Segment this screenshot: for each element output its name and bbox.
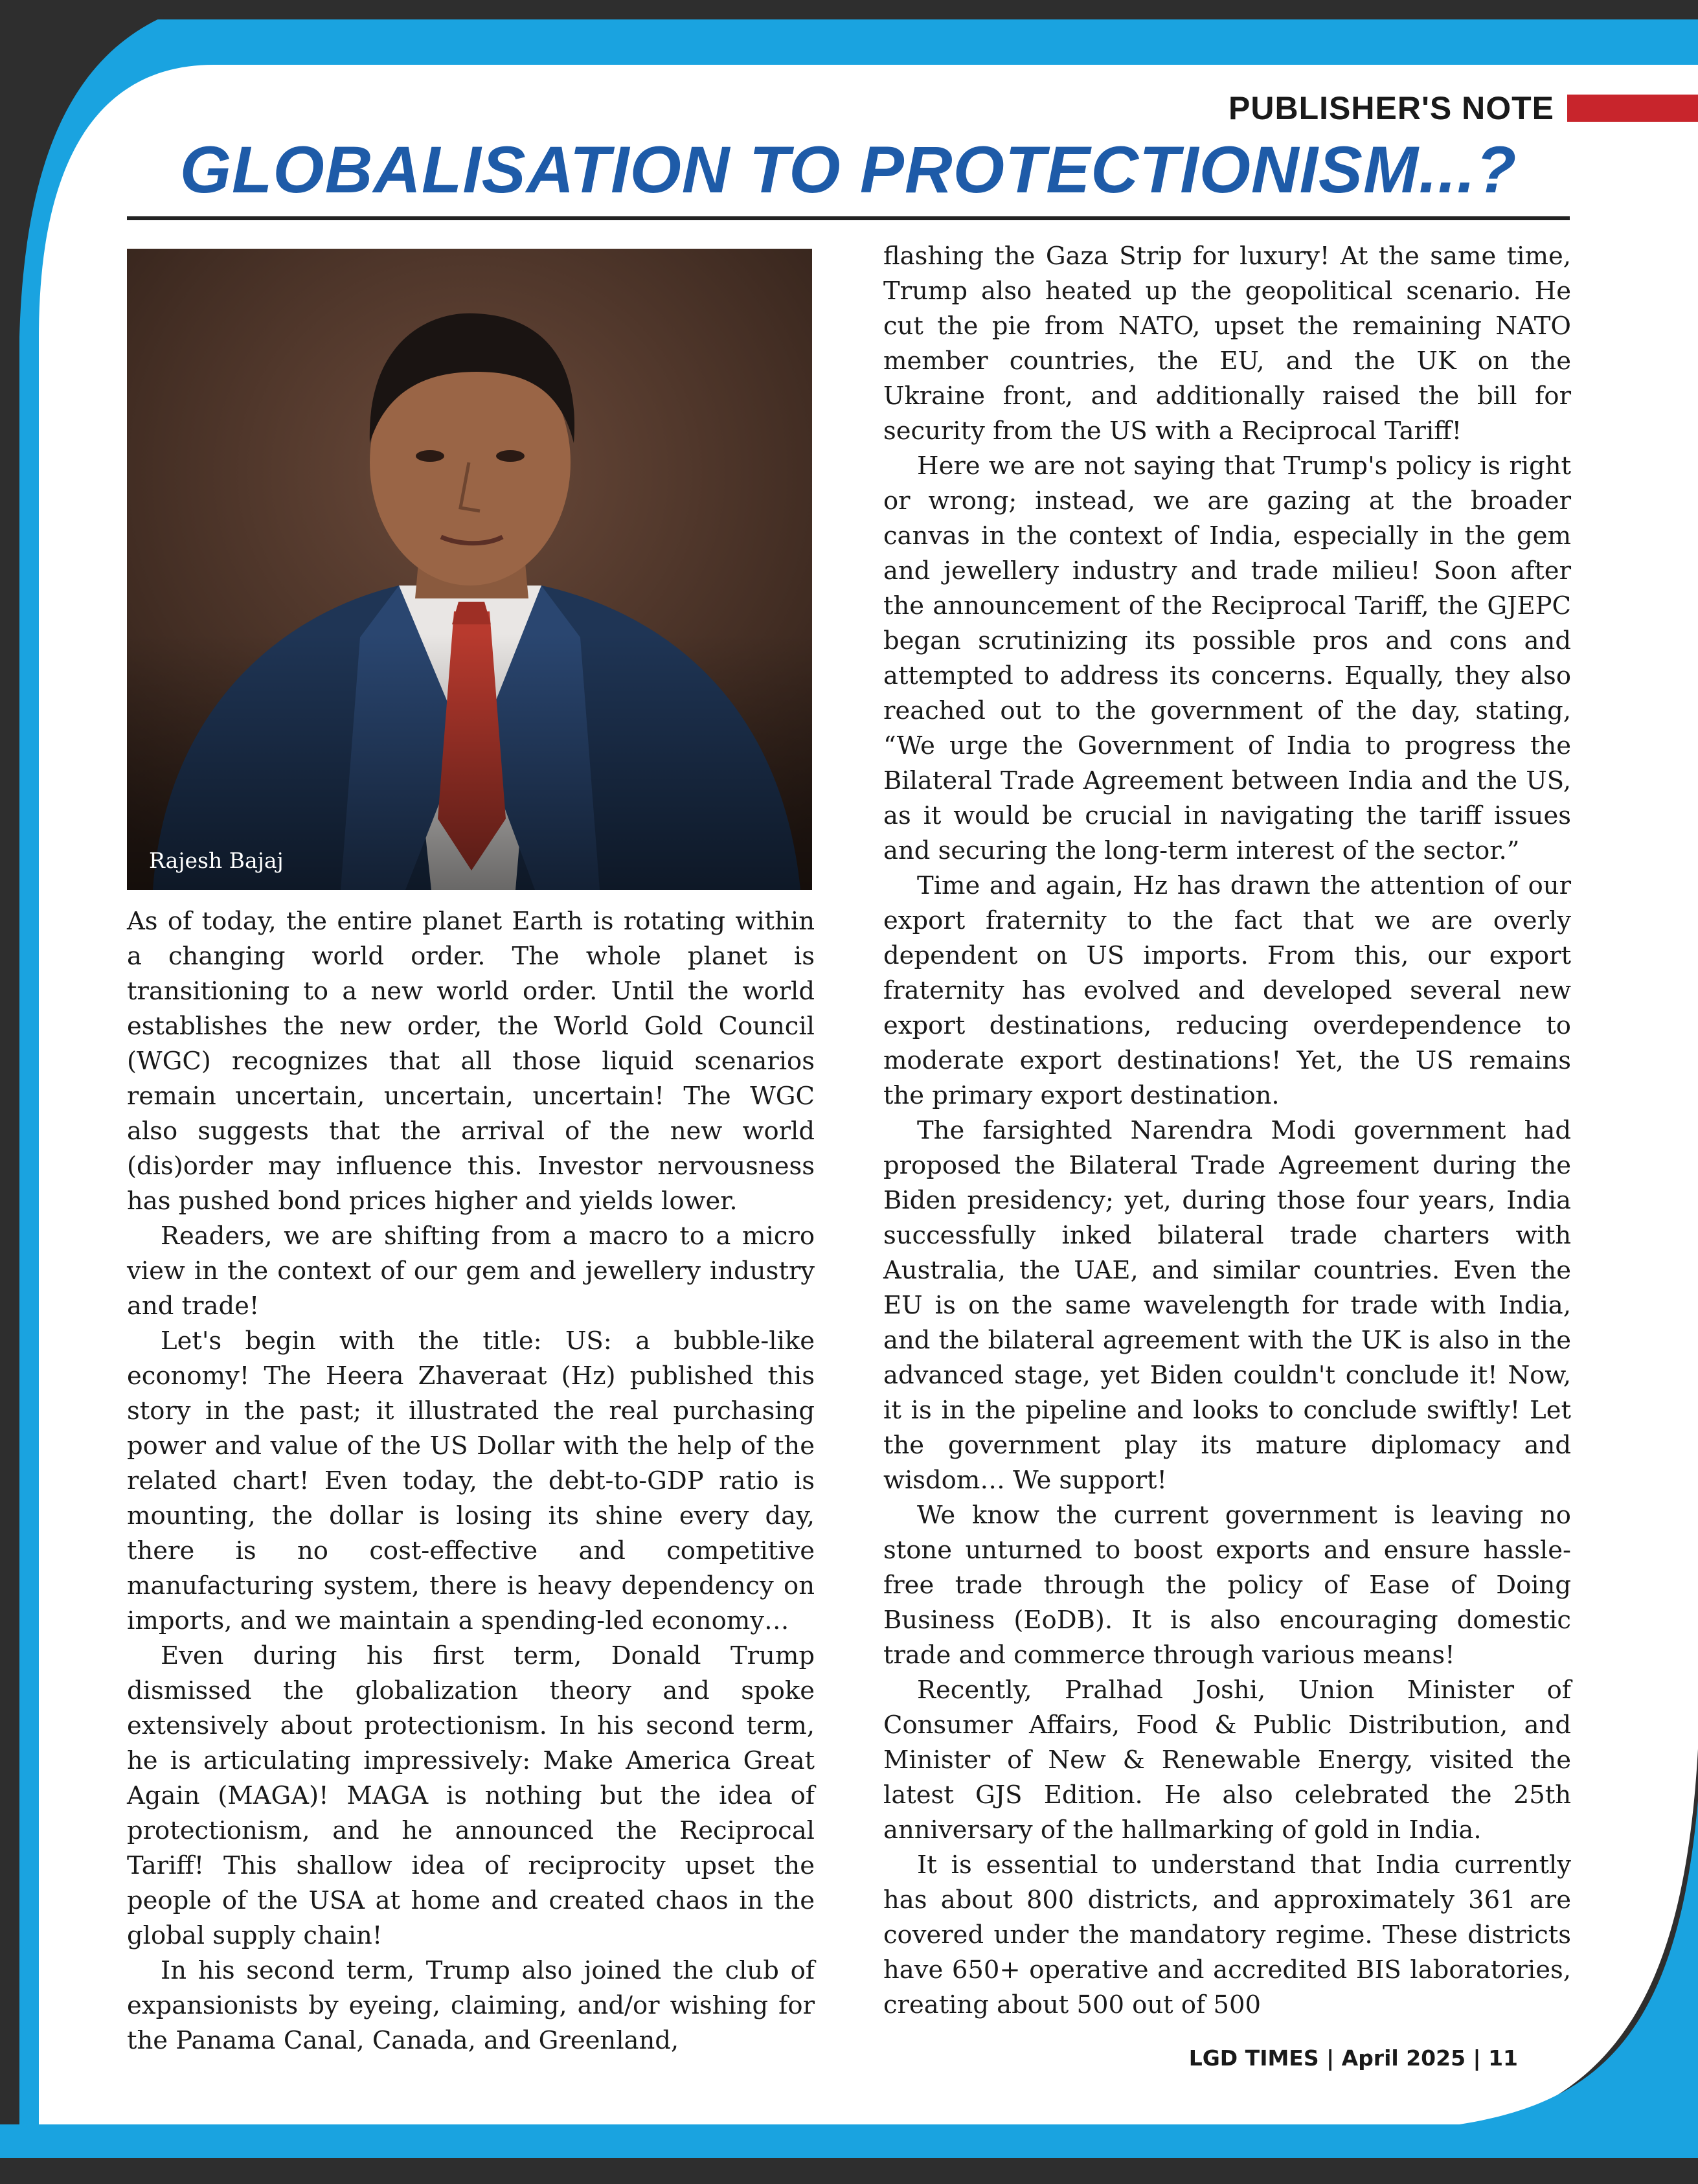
section-label: PUBLISHER'S NOTE — [1228, 90, 1554, 126]
article-paragraph: The farsighted Narendra Modi government had proposed the Bilateral Trade Agreement during the Biden presidency; yet, during those four years, India successfully inked bilateral trade charters with Australia, the UAE, and similar countries. Even the EU is on the same wavelength for trade with India, and the bilateral agreement with the UK is also in the advanced stage, yet Biden couldn't conclude it! Now, it is in the pipeline and looks to conclude swiftly! Let the government play its mature diplomacy and wisdom… We support! — [883, 1116, 1571, 1495]
article-paragraph: In his second term, Trump also joined the club of expansionists by eyeing, claiming, and/or wishing for the Panama Canal, Canada, and Greenland, — [127, 1956, 815, 2055]
top-dark-band — [0, 0, 1698, 19]
article-paragraph: As of today, the entire planet Earth is rotating within a changing world order. The whole planet is transitioning to a new world order. Until the world establishes the new order, the World Gold Council (WGC) recognizes that all those liquid scenarios remain uncertain, uncertain, uncertain! The WGC also suggests that the arrival of the new world (dis)order may influence this. Investor nervousness has pushed bond prices higher and yields lower. — [127, 907, 815, 1216]
page-footer: LGD TIMES | April 2025 | 11 — [1188, 2045, 1518, 2071]
article-column-right — [883, 239, 1571, 2023]
article-paragraph: Readers, we are shifting from a macro to a micro view in the context of our gem and jewellery industry and trade! — [127, 1222, 815, 1321]
bottom-cyan-band — [0, 2124, 1698, 2158]
article-column-left — [127, 904, 815, 2058]
article-paragraph: Recently, Pralhad Joshi, Union Minister of Consumer Affairs, Food & Public Distribution, and Minister of New & Renewable Energy, visited the latest GJS Edition. He also celebrated the 25th anniversary of the hallmarking of gold in India. — [883, 1676, 1571, 1845]
bottom-dark-band — [0, 2158, 1698, 2184]
article-paragraph: It is essential to understand that India currently has about 800 districts, and approximately 361 are covered under the mandatory regime. These districts have 650+ operative and accredited BIS laboratories, creating about 500 out of 500 — [883, 1850, 1571, 2019]
article-paragraph: We know the current government is leaving no stone unturned to boost exports and ensure hassle-free trade through the policy of Ease of Doing Business (EoDB). It is also encouraging domestic trade and commerce through various means! — [883, 1501, 1571, 1670]
article-paragraph: flashing the Gaza Strip for luxury! At the same time, Trump also heated up the geopolitical scenario. He cut the pie from NATO, upset the remaining NATO member countries, the EU, and the UK on the Ukraine front, and additionally raised the bill for security from the US with a Reciprocal Tariff! — [883, 242, 1571, 446]
page-headline: GLOBALISATION TO PROTECTIONISM...? — [179, 133, 1517, 207]
headline-divider — [127, 216, 1570, 220]
section-red-bar — [1567, 95, 1698, 122]
author-portrait-illustration — [127, 249, 812, 890]
article-paragraph: Here we are not saying that Trump's policy is right or wrong; instead, we are gazing at the broader canvas in the context of India, especially in the gem and jewellery industry and trade milieu! Soon after the announcement of the Reciprocal Tariff, the GJEPC began scrutinizing its possible pros and cons and attempted to address its concerns. Equally, they also reached out to the government of the day, stating, “We urge the Government of India to progress the Bilateral Trade Agreement between India and the US, as it would be crucial in navigating the tariff issues and securing the long-term interest of the sector.” — [883, 451, 1571, 865]
article-paragraph: Let's begin with the title: US: a bubble-like economy! The Heera Zhaveraat (Hz) published this story in the past; it illustrated the real purchasing power and value of the US Dollar with the help of the related chart! Even today, the debt-to-GDP ratio is mounting, the dollar is losing its shine every day, there is no cost-effective and competitive manufacturing system, there is heavy dependency on imports, and we maintain a spending-led economy… — [127, 1326, 815, 1635]
article-paragraph: Time and again, Hz has drawn the attention of our export fraternity to the fact that we are overly dependent on US imports. From this, our export fraternity has evolved and developed several new export destinations, reducing overdependence to moderate export destinations! Yet, the US remains the primary export destination. — [883, 871, 1571, 1110]
article-paragraph: Even during his first term, Donald Trump dismissed the globalization theory and spoke extensively about protectionism. In his second term, he is articulating impressively: Make America Great Again (MAGA)! MAGA is nothing but the idea of protectionism, and he announced the Reciprocal Tariff! This shallow idea of reciprocity upset the people of the USA at home and created chaos in the global supply chain! — [127, 1641, 815, 1950]
photo-caption: Rajesh Bajaj — [149, 848, 284, 873]
author-photo — [127, 249, 812, 890]
